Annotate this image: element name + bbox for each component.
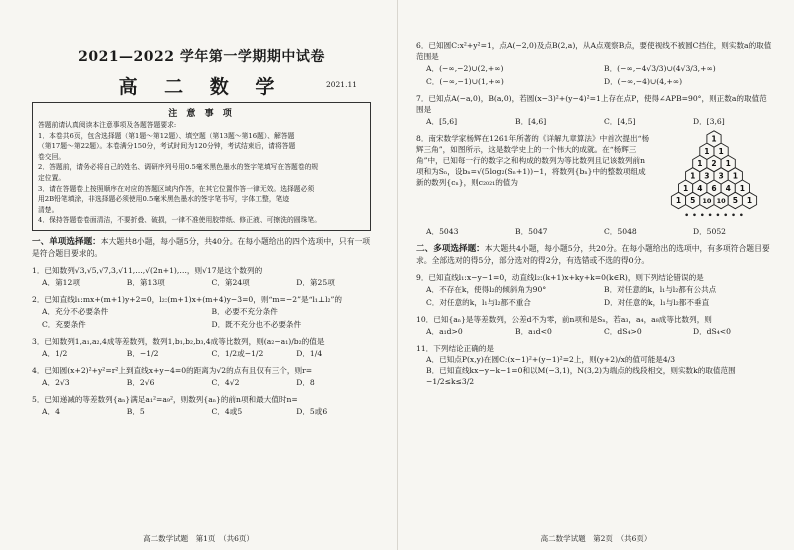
option-b: B．(−∞,−4√3/3)∪(4√3/3,+∞) (604, 64, 716, 73)
option-c: C．4√2 (211, 377, 240, 387)
pascal-cell-value: 1 (725, 159, 731, 169)
option-c: C．dS₄>0 (604, 327, 642, 336)
option-d: D．对任意的k，l₁与l₂都不垂直 (604, 298, 710, 307)
option-d: D．5或6 (296, 406, 328, 416)
continuation-dot (740, 214, 743, 217)
exam-title: 2021—2022 学年第一学期期中试卷 (78, 49, 325, 65)
section-1-title: 一、单项选择题： (32, 236, 101, 247)
pascal-triangle (656, 129, 772, 225)
option-c: C．充要条件 (42, 319, 86, 329)
question-10 (416, 314, 772, 338)
pascal-cell-value: 1 (704, 146, 710, 156)
notice-box (32, 102, 371, 231)
pascal-cell-value: 1 (690, 171, 696, 181)
option-b: B．[4,6] (515, 117, 547, 126)
pascal-cell-value: 3 (704, 171, 710, 181)
notice-title: 注 意 事 项 (168, 109, 235, 119)
continuation-dot (701, 214, 704, 217)
option-b: B．−1/2 (126, 348, 159, 358)
pascal-cell-value: 3 (718, 171, 724, 181)
pascal-triangle-figure (656, 129, 772, 225)
option-d: D．1/4 (296, 348, 323, 358)
option-b: B．5047 (515, 227, 548, 236)
option-d: D．既不充分也不必要条件 (211, 319, 302, 329)
continuation-dot (685, 214, 688, 217)
question-stem: 2．已知直线l₁:mx+(m+1)y+2=0，l₂:(m+1)x+(m+4)y−3=0，则“m=−2”是“l₁⊥l₂”的 (32, 294, 343, 304)
options (32, 376, 371, 389)
option-b: B．a₁d<0 (515, 327, 552, 336)
option-b: B．必要不充分条件 (211, 306, 278, 316)
question-stem: 4．已知圆(x+2)²+y²=r²上到直线x+y−4=0的距离为√2的点有且仅有三个，则r= (32, 365, 313, 375)
pascal-cell-value: 1 (718, 146, 724, 156)
question-stem: 7．已知点A(−a,0)，B(a,0)，若圆(x−3)²+(y−4)²=1上存在点P，使得∠APB=90°，则正数a的取值范围是 (416, 94, 767, 114)
option-a: A．1/2 (42, 348, 68, 358)
pascal-cell-value: 1 (682, 183, 689, 193)
exam-date: 2021.11 (325, 80, 357, 89)
question-stem: 3．已知数列1,a₁,a₂,4成等差数列，数列1,b₁,b₂,b₃,4成等比数列，则(a₂−a₁)/b₂的值是 (32, 336, 325, 346)
subject-row (32, 72, 371, 96)
option-c: C．第24项 (211, 277, 250, 287)
pascal-cell-value: 1 (746, 196, 753, 206)
option-c: C．[4,5] (604, 117, 636, 126)
option-a: A．[5,6] (426, 117, 458, 126)
question-stem: 1．已知数列√3,√5,√7,3,√11,…,√(2n+1),…，则√17是这个数列的 (32, 265, 263, 275)
question-7 (416, 93, 772, 128)
section-2-title: 二、多项选择题： (416, 244, 485, 254)
continuation-dot (732, 214, 735, 217)
options (416, 115, 772, 128)
section-1-header (32, 236, 371, 260)
section-1-instructions: 本大题共8小题，每小题5分，共40分。在每小题给出的四个选项中，只有一项是符合题目要求的。 (32, 236, 371, 258)
pascal-cell-value: 10 (702, 197, 712, 206)
question-stem: 6．已知圆C:x²+y²=1，点A(−2,0)及点B(2,a)，从A点观察B点，要使视线不被圆C挡住，则实数a的取值范围是 (416, 41, 772, 61)
section-2-instructions: 本大题共4小题，每小题5分，共20分。在每小题给出的选项中，有多项符合题目要求。全部选对的得5分，部分选对的得2分，有选错或不选的得0分。 (416, 244, 770, 265)
subject-title: 高 二 数 学 (118, 76, 285, 98)
pascal-cell-value: 2 (711, 159, 717, 169)
pascal-cell-value: 1 (711, 134, 717, 144)
option-b: B．2√6 (126, 377, 155, 387)
option-a: A．不存在k，使得l₂的倾斜角为90° (426, 285, 547, 294)
option-d: D．8 (296, 377, 315, 387)
option-c: C．1/2或−1/2 (211, 348, 264, 358)
continuation-dot (709, 214, 712, 217)
pascal-cell-value: 1 (732, 171, 738, 181)
option-b: B．对任意的k，l₁与l₂都有公共点 (604, 285, 717, 294)
option-a: A．5043 (426, 227, 459, 236)
pascal-cell-value: 5 (732, 196, 738, 206)
options (416, 325, 772, 338)
option-a: A．第12项 (42, 277, 80, 287)
notice-text: 答题前请认真阅读本注意事项及各题答题要求: 1．本卷共6页，包含选择题（第1题～第12题）、填空题（第13题～第16题）、解答题 （第17题～第22题）。本卷满分150分，考试时间为120分钟，考试结束后，请将答题 卷交回。 2．答题前，请务必将自己的姓名、调研序列号用0.5毫米黑色墨水的签字笔填写在答题卷的规 定位置。 3．请在答题卷上按照顺序在对应的答题区域内作答，在其它位置作答一律无效。选择题必须 用2B铅笔填涂，非选择题必须使用0.5毫米黑色墨水的签字笔书写，字体工整，笔迹 清楚。 4．保持答题卷卷面清洁，不要折叠、破损，一律不准使用胶带纸、修正液、可擦洗的圆珠笔。 (38, 121, 321, 225)
page-2-footer: 高二数学试题 第2页 （共6页） (540, 534, 652, 543)
question-stem: 11．下列结论正确的是 (416, 344, 495, 353)
question-stem: 10．已知{aₙ}是等差数列，公差d不为零，前n项和是Sₙ，若a₃，a₄，a₈成等比数列，则 (416, 315, 712, 324)
option-c: C．5048 (604, 227, 637, 236)
option-d: D．第25项 (296, 277, 335, 287)
option-c: C．对任意的k，l₁与l₂都不重合 (426, 298, 531, 307)
question-4 (32, 365, 371, 389)
pascal-cell-value: 4 (697, 183, 703, 193)
option-a: A．a₁d>0 (426, 327, 463, 336)
options (416, 62, 772, 88)
option-a: A．已知点P(x,y)在圆C:(x−1)²+(y−1)²=2上，则(y+2)/x的值可能是4/3 (426, 355, 676, 364)
question-stem: 8．南宋数学家杨辉在1261年所著的《详解九章算法》中首次提出“杨辉三角”，如图所示，这是数学史上的一个伟大的成就。在“杨辉三角”中，已知每一行的数字之和构成的数列为等比数列且记该数列前n项和为Sₙ，设bₙ=√(5log₂(Sₙ+1))−1，将数列{bₙ}中的整数项组成新的数列{cₙ}，则c₂₀₂₁的值为 (416, 134, 650, 187)
continuation-dot (717, 214, 720, 217)
option-a: A．(−∞,−2)∪(2,+∞) (426, 64, 504, 73)
option-c: C．(−∞,−1)∪(1,+∞) (426, 77, 504, 86)
options (416, 283, 772, 309)
option-d: D．dS₄<0 (693, 327, 731, 336)
option-a: A．4 (42, 406, 60, 416)
pascal-cell-value: 5 (690, 196, 696, 206)
option-b: B．5 (126, 406, 145, 416)
option-a: A．充分不必要条件 (42, 306, 109, 316)
option-d: D．[3,6] (693, 117, 725, 126)
continuation-dot (724, 214, 727, 217)
pascal-cell-value: 1 (739, 183, 746, 193)
options (32, 405, 371, 418)
pascal-cell-value: 10 (716, 197, 726, 206)
question-stem: 9．已知直线l₁:x−y−1=0，动直线l₂:(k+1)x+ky+k=0(k∈R)，则下列结论错误的是 (416, 273, 704, 282)
question-1 (32, 265, 371, 289)
options (32, 276, 371, 289)
question-6 (416, 40, 772, 88)
page-2 (397, 0, 794, 550)
question-2 (32, 294, 371, 331)
pascal-cell-value: 1 (697, 159, 703, 169)
option-d: D．5052 (693, 227, 727, 236)
question-stem: 5．已知递减的等差数列{aₙ}满足a₁²=a₉²，则数列{aₙ}的前n项和最大值时n= (32, 394, 298, 404)
options (416, 225, 772, 238)
option-c: C．4或5 (211, 406, 243, 416)
pascal-cell-value: 6 (711, 183, 717, 193)
option-a: A．2√3 (42, 377, 70, 387)
question-3 (32, 336, 371, 360)
pascal-cell-value: 1 (675, 196, 682, 206)
question-5 (32, 394, 371, 418)
options (32, 305, 371, 331)
continuation-dot (693, 214, 696, 217)
page-1-footer: 高二数学试题 第1页 （共6页） (143, 534, 254, 543)
options (32, 347, 371, 360)
pascal-cell-value: 4 (725, 183, 731, 193)
section-2-header (416, 243, 772, 267)
question-8 (416, 133, 772, 238)
question-9 (416, 272, 772, 309)
option-d: D．(−∞,−4)∪(4,+∞) (604, 77, 683, 86)
option-b: B．已知直线kx−y−k−1=0和以M(−3,1)，N(3,2)为端点的线段相交，则实数k的取值范围−1/2≤k≤3/2 (426, 366, 736, 386)
question-11 (416, 343, 772, 387)
option-b: B．第13项 (126, 277, 165, 287)
